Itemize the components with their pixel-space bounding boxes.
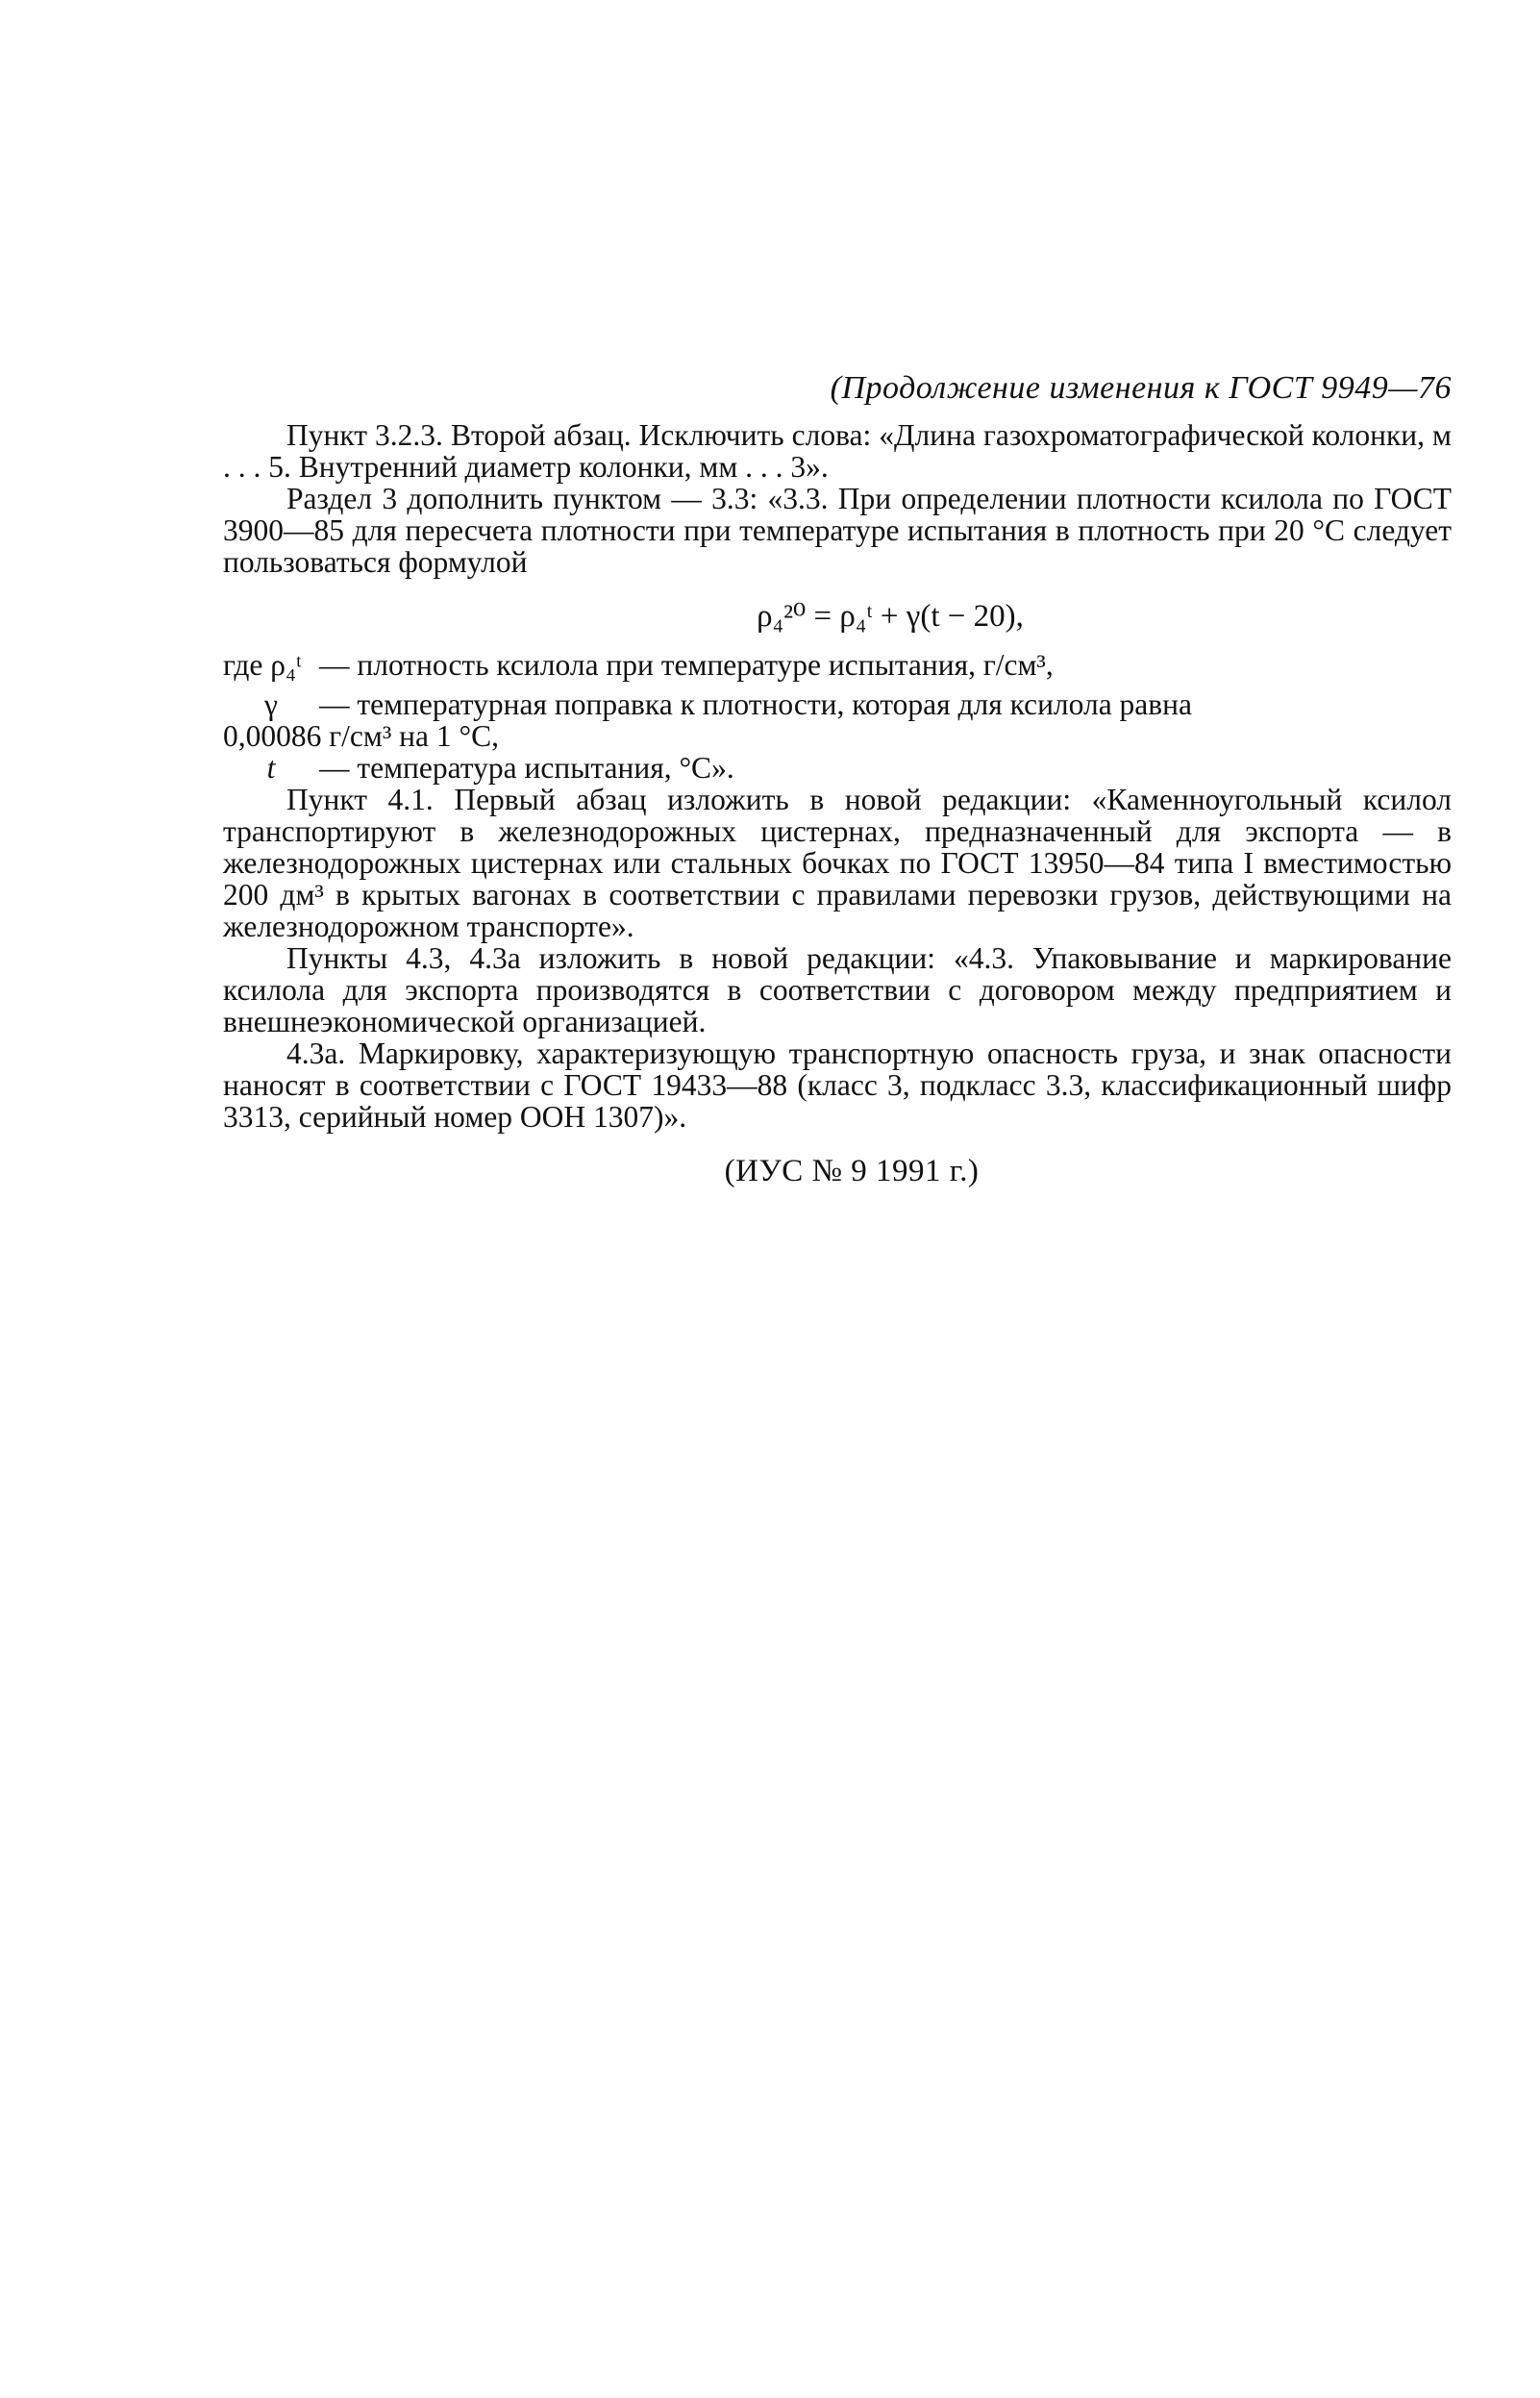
page-header: (Продолжение изменения к ГОСТ 9949—76	[830, 370, 1452, 406]
legend-text: — температура испытания, °С».	[319, 751, 734, 785]
legend-text: — плотность ксилола при температуре испытания, г/см³,	[319, 648, 1054, 682]
legend-symbol: t	[266, 751, 276, 785]
legend-symbol: γ	[264, 687, 278, 721]
paragraph-items-4-3: Пункты 4.3, 4.3а изложить в новой редакции: «4.3. Упаковывание и маркирование ксилола для экспорта производятся в соответствии с договором между предприятием и внешнеэкономической организацией.	[223, 941, 1452, 1038]
ius-note: (ИУС № 9 1991 г.)	[724, 1154, 980, 1188]
density-formula: ρ₄²⁰ = ρ₄ᵗ + γ(t − 20),	[757, 599, 1024, 634]
legend-text: — температурная поправка к плотности, которая для ксилола равна	[319, 687, 1192, 721]
formula-legend-row	[223, 688, 1452, 720]
formula-legend-row	[223, 752, 1452, 784]
legend-continuation: 0,00086 г/см³ на 1 °С,	[223, 719, 499, 753]
legend-symbol: ρ₄ᵗ	[270, 648, 302, 682]
legend-intro: где ρ₄ᵗ	[223, 648, 302, 682]
paragraph-section-3: Раздел 3 дополнить пунктом — 3.3: «3.3. При определении плотности ксилола по ГОСТ 3900—85 для пересчета плотности при температуре испытания в плотность при 20 °С следует пользоваться формулой	[223, 482, 1452, 579]
document-body	[223, 419, 1452, 1187]
formula-legend-row	[223, 649, 1452, 681]
paragraph-item-4-1: Пункт 4.1. Первый абзац изложить в новой редакции: «Каменноугольный ксилол транспортируют в железнодорожных цистернах, предназначенный для экспорта — в железнодорожных цистернах или стальных бочках по ГОСТ 13950—84 типа I вместимостью 200 дм³ в крытых вагонах в соответствии с правилами перевозки грузов, действующими на железнодорожном транспорте».	[223, 783, 1452, 943]
paragraph-item-3-2-3: Пункт 3.2.3. Второй абзац. Исключить слова: «Длина газохроматографической колонки, м . . . 5. Внутренний диаметр колонки, мм . . . 3».	[223, 418, 1452, 484]
paragraph-item-4-3a: 4.3а. Маркировку, характеризующую транспортную опасность груза, и знак опасности наносят в соответствии с ГОСТ 19433—88 (класс 3, подкласс 3.3, классификационный шифр 3313, серийный номер ООН 1307)».	[223, 1037, 1452, 1134]
